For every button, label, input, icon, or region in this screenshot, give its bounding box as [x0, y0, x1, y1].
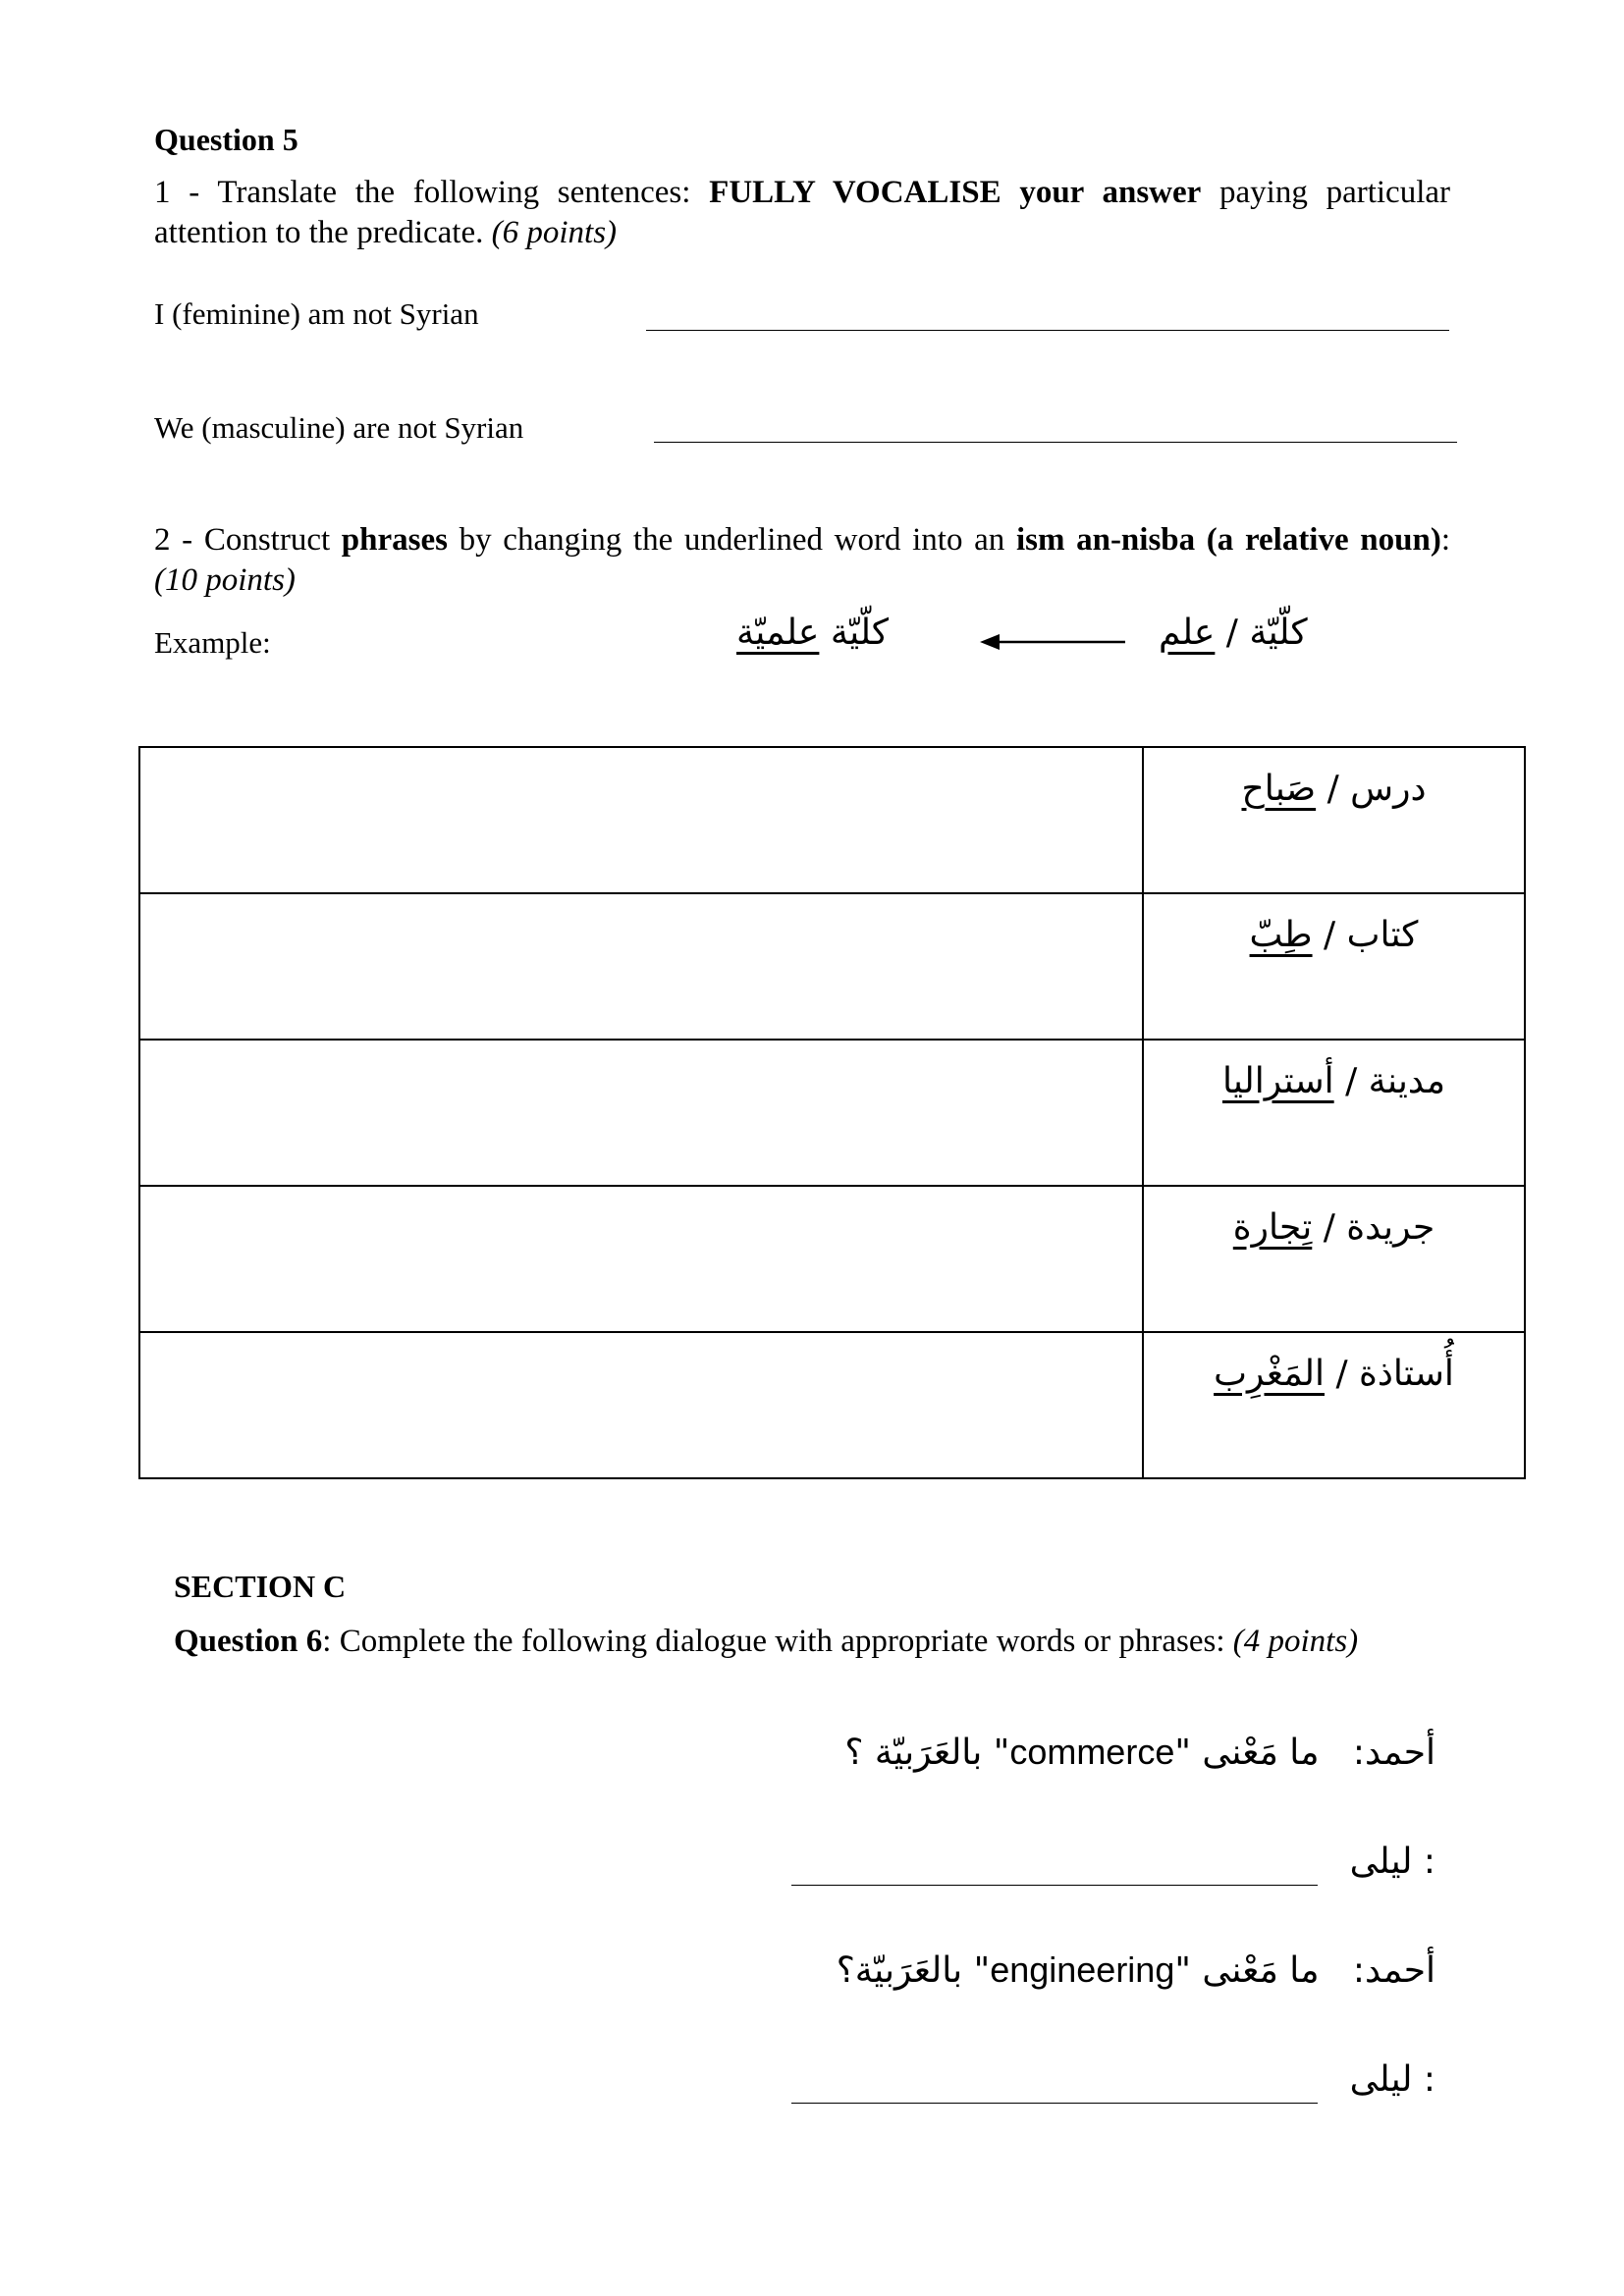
table-row	[139, 1040, 1525, 1186]
question-6-points: (4 points)	[1232, 1624, 1359, 1659]
left-arrow-icon	[980, 629, 1125, 655]
example-input-word: علم	[1159, 613, 1216, 653]
table-row	[139, 893, 1525, 1040]
question-5-title: Question 5	[154, 122, 298, 157]
part-1-text-a: Translate the following sentences:	[217, 175, 710, 210]
row-noun: درس	[1350, 769, 1427, 809]
answer-line-2[interactable]	[654, 442, 1457, 443]
word-cell	[1143, 1186, 1525, 1332]
row-underlined-word: أستراليا	[1221, 1061, 1334, 1101]
part-1-number: 1 -	[154, 175, 218, 210]
dialogue-answer-line-1[interactable]	[791, 1885, 1318, 1886]
part-2-bold-2: ism an-nisba (a relative noun)	[1015, 522, 1441, 558]
table-row	[139, 1186, 1525, 1332]
row-separator: /	[1312, 915, 1347, 955]
row-separator: /	[1312, 1207, 1347, 1248]
example-input	[1159, 613, 1308, 653]
example-output	[736, 613, 889, 653]
row-noun: أُستاذة	[1359, 1354, 1454, 1394]
question-prefix: ما مَعْنى "	[1174, 1733, 1320, 1773]
dialogue-line-1	[844, 1732, 1435, 1773]
part-2-bold-1: phrases	[341, 522, 448, 558]
dialogue-line-2	[837, 1949, 1435, 1991]
part-2-text-c: :	[1440, 522, 1450, 558]
sentence-1: I (feminine) am not Syrian	[154, 296, 479, 331]
row-underlined-word: تِجارة	[1232, 1207, 1313, 1248]
part-2-points: (10 points)	[154, 562, 296, 598]
row-underlined-word: طِبّ	[1249, 915, 1313, 955]
part-2-text-a: Construct	[203, 522, 342, 558]
row-noun: جريدة	[1346, 1207, 1435, 1248]
speaker-layla: ليلى :	[1349, 1842, 1435, 1882]
table-row	[139, 747, 1525, 893]
question-6-text: : Complete the following dialogue with appropriate words or phrases:	[322, 1624, 1233, 1659]
part-1-instructions	[154, 173, 1450, 253]
row-noun: مدينة	[1368, 1061, 1446, 1101]
row-separator: /	[1316, 769, 1351, 809]
row-separator: /	[1333, 1061, 1369, 1101]
nisba-table	[138, 746, 1526, 1479]
example-separator: /	[1215, 613, 1250, 653]
word-commerce: commerce	[1009, 1732, 1175, 1772]
example-label: Example:	[154, 625, 271, 660]
question-suffix: " بالعَرَبيّة ؟	[844, 1733, 1010, 1773]
word-cell	[1143, 747, 1525, 893]
table-row	[139, 1332, 1525, 1478]
sentence-2: We (masculine) are not Syrian	[154, 410, 524, 445]
answer-cell[interactable]	[139, 1040, 1143, 1186]
question-prefix: ما مَعْنى "	[1174, 1950, 1320, 1991]
example-output-noun: كلّيّة	[830, 613, 890, 653]
answer-cell[interactable]	[139, 747, 1143, 893]
speaker-layla: ليلى :	[1349, 2059, 1435, 2100]
dialogue-answer-line-2[interactable]	[791, 2103, 1318, 2104]
word-engineering: engineering	[990, 1949, 1175, 1990]
word-cell	[1143, 893, 1525, 1040]
answer-cell[interactable]	[139, 893, 1143, 1040]
speaker-ahmad: أحمد:	[1352, 1950, 1435, 1991]
answer-cell[interactable]	[139, 1332, 1143, 1478]
question-suffix: " بالعَرَبيّة؟	[836, 1950, 991, 1991]
word-cell	[1143, 1332, 1525, 1478]
section-c-title: SECTION C	[174, 1569, 347, 1604]
speaker-ahmad: أحمد:	[1352, 1733, 1435, 1773]
row-noun: كتاب	[1346, 915, 1419, 955]
part-2-text-b: by changing the underlined word into an	[447, 522, 1016, 558]
example-output-word: علميّة	[736, 613, 820, 653]
part-2-instructions	[154, 520, 1450, 601]
row-underlined-word: صَباح	[1241, 769, 1317, 809]
part-1-points: (6 points)	[491, 215, 618, 250]
part-1-bold: FULLY VOCALISE your answer	[709, 175, 1202, 210]
answer-line-1[interactable]	[646, 330, 1449, 331]
row-underlined-word: المَغْرِب	[1214, 1354, 1325, 1394]
part-2-number: 2 -	[154, 522, 204, 558]
example-input-noun: كلّيّة	[1249, 613, 1308, 653]
part-1-text-b: paying particular attention to the predicate.	[154, 175, 1451, 250]
question-6-instructions	[174, 1622, 1431, 1662]
word-cell	[1143, 1040, 1525, 1186]
row-separator: /	[1325, 1354, 1360, 1394]
question-6-label: Question 6	[174, 1624, 323, 1659]
answer-cell[interactable]	[139, 1186, 1143, 1332]
